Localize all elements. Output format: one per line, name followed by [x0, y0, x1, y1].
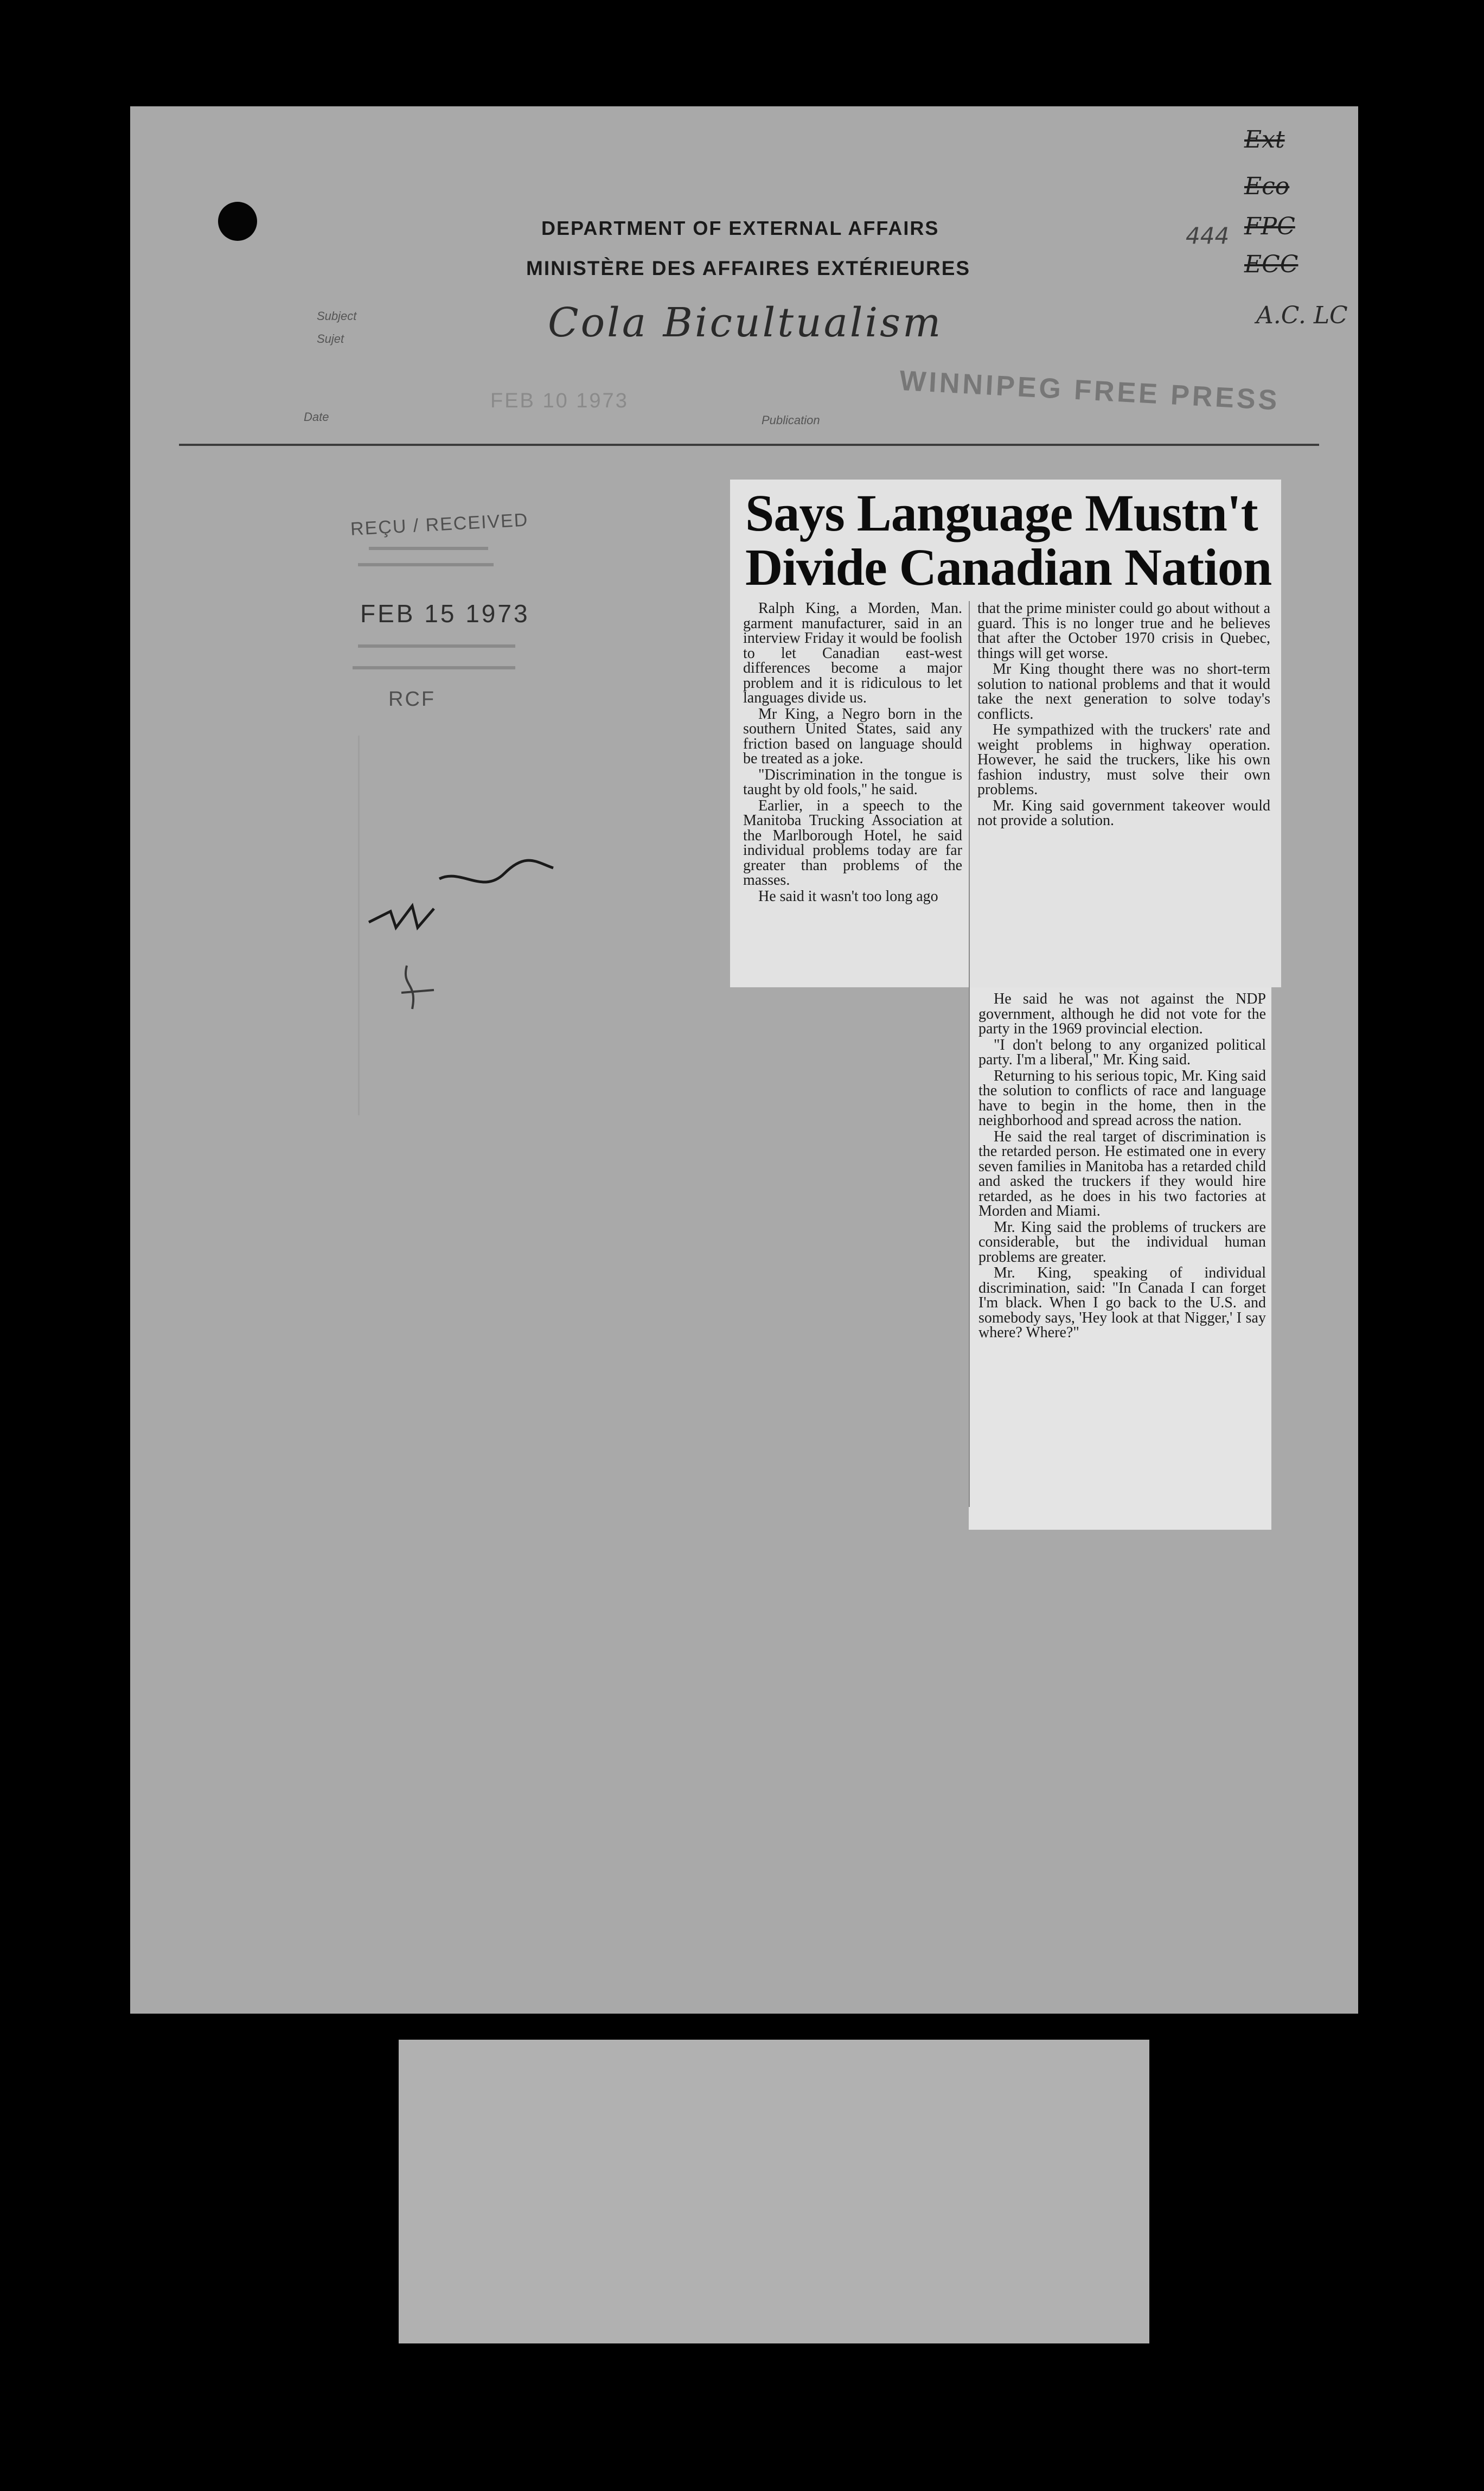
paragraph: Mr. King said government takeover would not provide a solution. [977, 797, 1270, 829]
paragraph: that the prime minister could go about without a guard. This is no longer true and he believes that after the October 1970 crisis in Quebec, things will get worse. [977, 600, 1270, 662]
stamp-smudge [353, 666, 515, 669]
subject-handwritten: Cola Bicultualism [548, 299, 943, 346]
received-stamp-date: FEB 15 1973 [360, 599, 530, 628]
paragraph: Returning to his serious topic, Mr. King said the solution to conflicts of race and language have to begin in the home, then in the neighborhood and spread across the nation. [978, 1067, 1266, 1129]
header-divider [179, 444, 1319, 446]
article-headline [745, 486, 1277, 595]
stamp-smudge [358, 563, 494, 566]
date-label: Date [304, 410, 329, 424]
sujet-label: Sujet [317, 332, 344, 346]
paragraph: "Discrimination in the tongue is taught by old fools," he said. [743, 766, 962, 798]
letterhead-english: DEPARTMENT OF EXTERNAL AFFAIRS [541, 217, 939, 239]
newspaper-clipping [730, 480, 1281, 1499]
letterhead-french: MINISTÈRE DES AFFAIRES EXTÉRIEURES [526, 257, 971, 279]
routing-mark: FPC [1244, 213, 1295, 240]
punch-hole [218, 202, 257, 241]
received-stamp-title: REÇU / RECEIVED [350, 509, 529, 540]
article-column-1 [743, 601, 962, 905]
routing-mark: Eco [1244, 173, 1290, 200]
stamp-smudge [369, 547, 488, 550]
paragraph: Ralph King, a Morden, Man. garment manufacturer, said in an interview Friday it would be foolish to let Canadian east-west differences become a major problem and it is ridiculous to let languages divide us. [743, 600, 962, 706]
handwritten-initials [358, 846, 575, 1042]
headline-line-2: Divide Canadian Nation [745, 538, 1272, 596]
paragraph: "I don't belong to any organized political party. I'm a liberal," Mr. King said. [978, 1036, 1266, 1068]
paragraph: Earlier, in a speech to the Manitoba Trucking Association at the Marlborough Hotel, he said individual problems today are far greater than problems of the masses. [743, 797, 962, 889]
paragraph: Mr. King, speaking of individual discrimination, said: "In Canada I can forget I'm black. When I go back to the U.S. and somebody says, 'Hey look at that Nigger,' I say where? Where?" [978, 1264, 1266, 1341]
stamp-smudge [358, 644, 515, 648]
article-column-2 [977, 601, 1270, 829]
routing-mark: ECC [1244, 251, 1298, 278]
received-stamp [336, 503, 542, 737]
headline-line-1: Says Language Mustn't [745, 484, 1258, 542]
article-column-3 [978, 992, 1266, 1342]
paragraph: He said it wasn't too long ago [758, 887, 938, 905]
paragraph: He said he was not against the NDP government, although he did not vote for the party in the 1969 provincial election. [978, 991, 1266, 1037]
paragraph: Mr. King said the problems of truckers are considerable, but the individual human problems are greater. [978, 1218, 1266, 1266]
received-stamp-code: RCF [388, 688, 436, 711]
date-stamp: FEB 10 1973 [490, 389, 629, 412]
subject-label: Subject [317, 309, 357, 323]
paragraph: He said the real target of discrimination is the retarded person. He estimated one in every seven families in Manitoba has a retarded child and asked the truckers if they would hire retarded, as he does in his two factories at Morden and Miami. [978, 1128, 1266, 1219]
second-sheet [399, 2040, 1149, 2343]
paragraph: He sympathized with the truckers' rate and weight problems in highway operation. However, he said the truckers, like his own fashion industry, must solve their own problems. [977, 721, 1270, 798]
paragraph: Mr King thought there was no short-term solution to national problems and that it would take the next generation to solve today's conflicts. [977, 661, 1270, 723]
routing-mark: Ext [1244, 126, 1285, 154]
paragraph: Mr King, a Negro born in the southern United States, said any friction based on language should be treated as a joke. [743, 705, 962, 767]
file-number-handwritten: 444 [1186, 222, 1230, 249]
column-rule [969, 601, 970, 1507]
publication-stamp: WINNIPEG FREE PRESS [898, 365, 1281, 417]
publication-label: Publication [762, 413, 820, 427]
routing-note: A.C. LC [1256, 302, 1348, 329]
